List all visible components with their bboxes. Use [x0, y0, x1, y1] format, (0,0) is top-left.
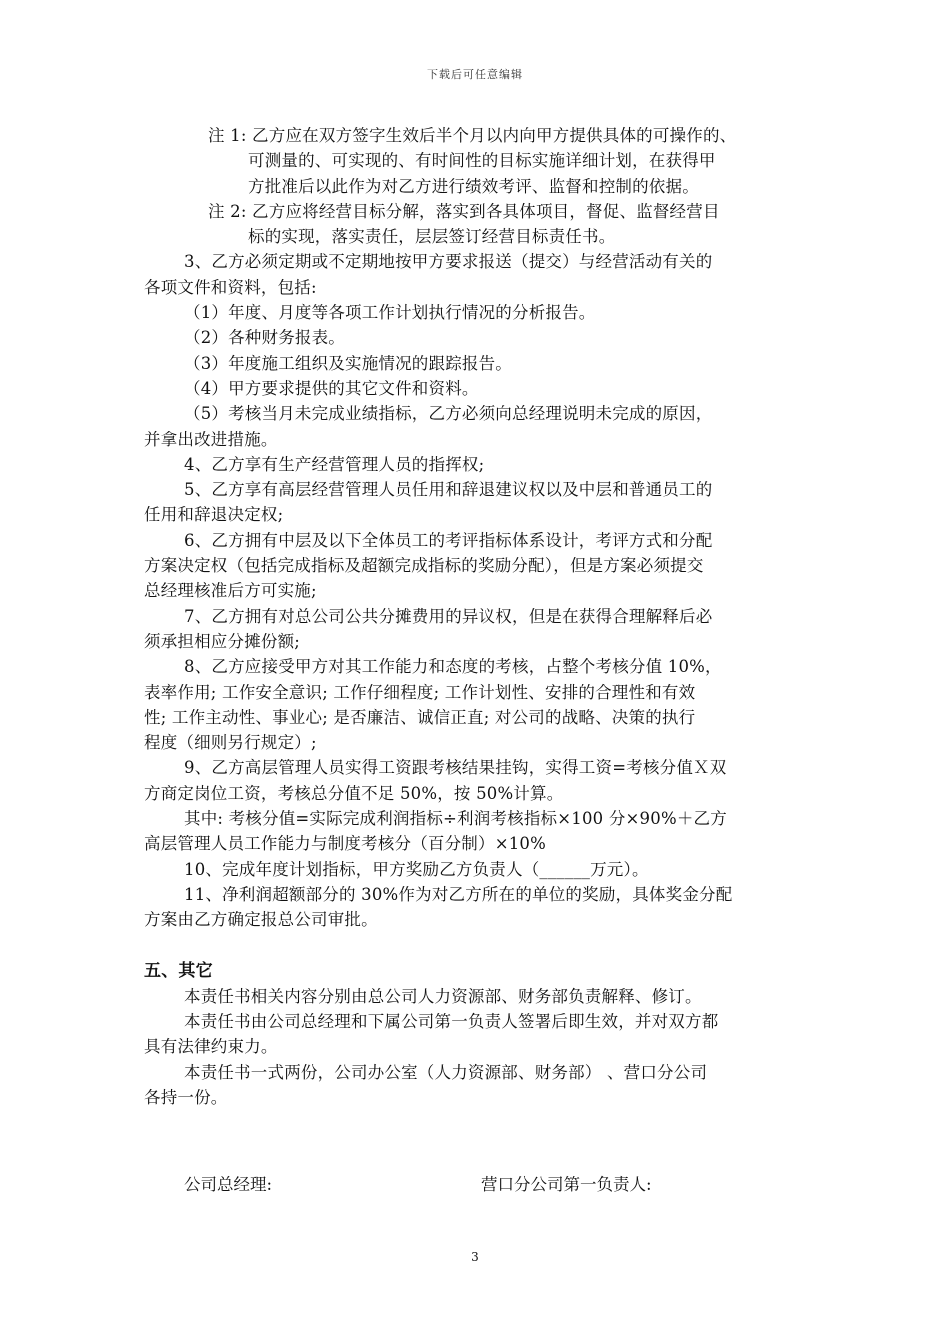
note-line: 注 1: 乙方应在双方签字生效后半个月以内向甲方提供具体的可操作的、 [208, 126, 737, 145]
item-line: （3）年度施工组织及实施情况的跟踪报告。 [184, 353, 512, 373]
section-para-line: 本责任书一式两份，公司办公室（人力资源部、财务部） 、营口分公司 [184, 1062, 708, 1082]
item-line: 表率作用; 工作安全意识; 工作仔细程度; 工作计划性、安排的合理性和有效 [144, 682, 696, 702]
item-line: 其中: 考核分值=实际完成利润指标÷利润考核指标×100 分×90%＋乙方 [184, 809, 727, 829]
item-line: 须承担相应分摊份额; [144, 631, 301, 651]
page-header: 下载后可任意编辑 [427, 68, 523, 81]
section-para-line: 各持一份。 [144, 1087, 228, 1107]
item-line: 方案决定权（包括完成指标及超额完成指标的奖励分配），但是方案必须提交 [144, 556, 704, 576]
item-line: 总经理核准后方可实施; [144, 581, 317, 601]
note-line: 可测量的、可实现的、有时间性的目标实施详细计划，在获得甲 [248, 151, 716, 171]
item-line: 方案由乙方确定报总公司审批。 [144, 910, 378, 930]
item-line: 高层管理人员工作能力与制度考核分（百分制）×10% [144, 834, 546, 854]
section-5-title: 五、其它 [144, 960, 213, 981]
section-para-line: 具有法律约束力。 [144, 1037, 278, 1057]
item-line: （5）考核当月未完成业绩指标，乙方必须向总经理说明未完成的原因， [184, 404, 713, 424]
item-line: 性; 工作主动性、事业心; 是否廉洁、诚信正直; 对公司的战略、决策的执行 [144, 707, 696, 727]
item-line: 10、完成年度计划指标，甲方奖励乙方负责人（______万元）。 [184, 859, 649, 879]
item-line: 程度（细则另行规定）; [144, 733, 317, 753]
item-line: 9、乙方高层管理人员实得工资跟考核结果挂钩，实得工资=考核分值Ｘ双 [184, 758, 727, 778]
note-line: 注 2: 乙方应将经营目标分解，落实到各具体项目，督促、监督经营目 [208, 201, 720, 221]
item-line: 4、乙方享有生产经营管理人员的指挥权; [184, 454, 485, 474]
item-line: 8、乙方应接受甲方对其工作能力和态度的考核，占整个考核分值 10%， [184, 657, 722, 677]
signature-branch-head: 营口分公司第一负责人: [481, 1175, 652, 1194]
item-line: 任用和辞退决定权; [144, 505, 284, 525]
section-para-line: 本责任书相关内容分别由总公司人力资源部、财务部负责解释、修订。 [184, 986, 702, 1006]
items-list [144, 249, 804, 932]
item-line: 7、乙方拥有对总公司公共分摊费用的异议权，但是在获得合理解释后必 [184, 606, 713, 626]
item-line: （1）年度、月度等各项工作计划执行情况的分析报告。 [184, 303, 596, 323]
note-line: 方批准后以此作为对乙方进行绩效考评、监督和控制的依据。 [248, 176, 699, 196]
signature-general-manager: 公司总经理: [184, 1175, 273, 1194]
notes-block [144, 123, 804, 249]
item-line: 并拿出改进措施。 [144, 429, 278, 449]
item-line: 6、乙方拥有中层及以下全体员工的考评指标体系设计，考评方式和分配 [184, 530, 713, 550]
item-line: （2）各种财务报表。 [184, 328, 345, 348]
document-body [144, 123, 804, 1110]
note-2 [144, 199, 804, 250]
item-line: 11、净利润超额部分的 30%作为对乙方所在的单位的奖励，具体奖金分配 [184, 884, 733, 904]
item-line: 各项文件和资料，包括: [144, 277, 317, 297]
item-line: 3、乙方必须定期或不定期地按甲方要求报送（提交）与经营活动有关的 [184, 252, 713, 272]
section-para-line: 本责任书由公司总经理和下属公司第一负责人签署后即生效，并对双方都 [184, 1012, 719, 1032]
item-line: （4）甲方要求提供的其它文件和资料。 [184, 378, 479, 398]
note-line: 标的实现，落实责任，层层签订经营目标责任书。 [248, 227, 616, 247]
item-line: 5、乙方享有高层经营管理人员任用和辞退建议权以及中层和普通员工的 [184, 480, 713, 500]
page-number: 3 [471, 1250, 479, 1264]
section-5-body [144, 984, 804, 1110]
item-line: 方商定岗位工资，考核总分值不足 50%，按 50%计算。 [144, 783, 564, 803]
note-1 [144, 123, 804, 199]
